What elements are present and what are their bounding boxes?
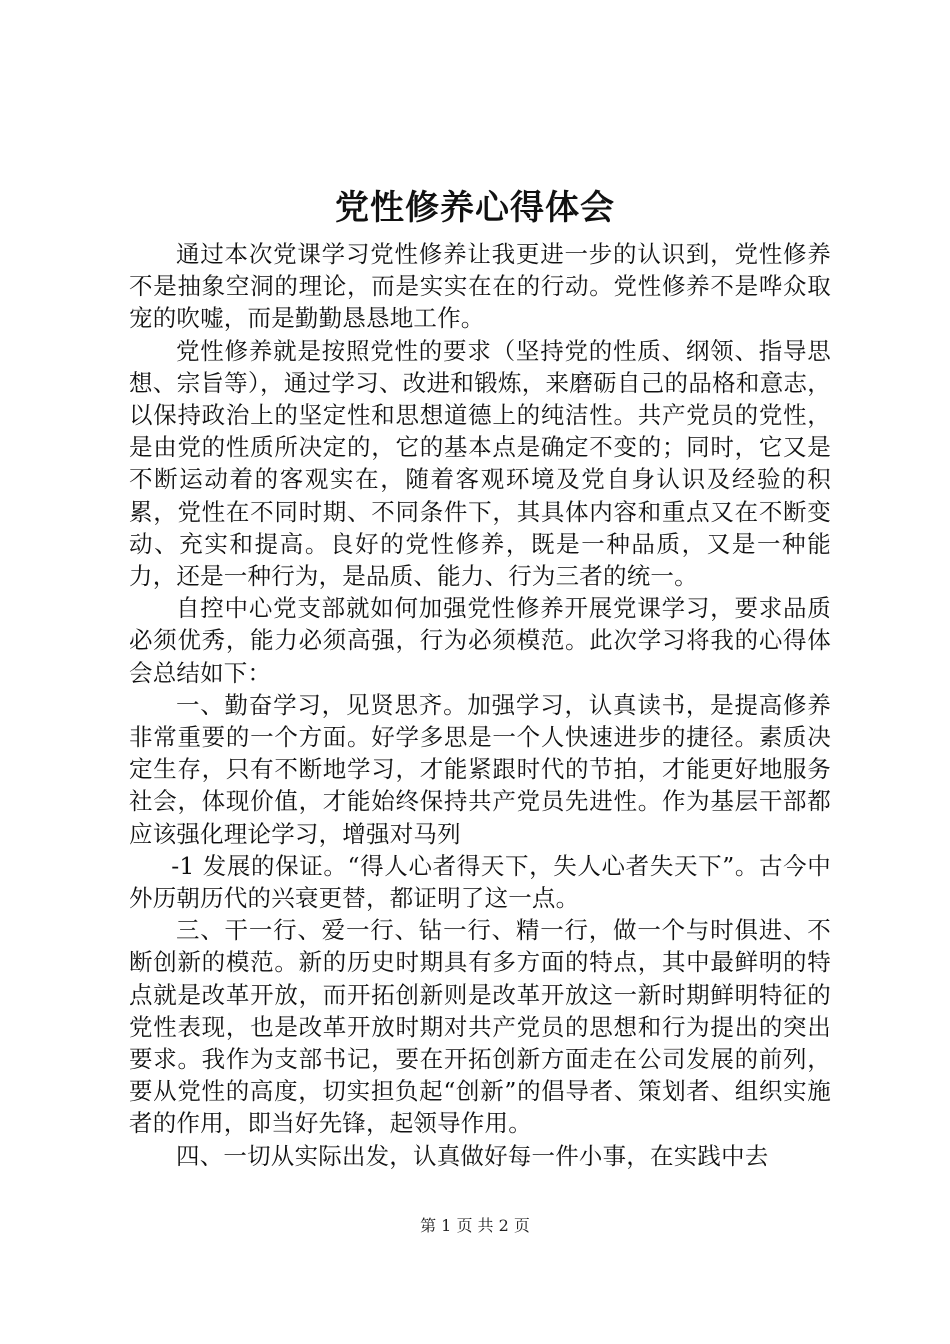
- paragraph-1: 通过本次党课学习党性修养让我更进一步的认识到，党性修养不是抽象空洞的理论，而是实实在在的行动。党性修养不是哗众取宠的吹嘘，而是勤勤恳恳地工作。: [129, 240, 831, 333]
- document-title: 党性修养心得体会: [335, 188, 615, 228]
- paragraph-2: 党性修养就是按照党性的要求（坚持党的性质、纲领、指导思想、宗旨等），通过学习、改进和锻炼，来磨砺自己的品格和意志，以保持政治上的坚定性和思想道德上的纯洁性。共产党员的党性，是由党的性质所决定的，它的基本点是确定不变的；同时，它又是不断运动着的客观实在，随着客观环境及党自身认识及经验的积累，党性在不同时期、不同条件下，其具体内容和重点又在不断变动、充实和提高。良好的党性修养，既是一种品质，又是一种能力，还是一种行为，是品质、能力、行为三者的统一。: [129, 336, 831, 591]
- paragraph-4: 一、勤奋学习，见贤思齐。加强学习，认真读书，是提高修养非常重要的一个方面。好学多思是一个人快速进步的捷径。素质决定生存，只有不断地学习，才能紧跟时代的节拍，才能更好地服务社会，体现价值，才能始终保持共产党员先进性。作为基层干部都应该强化理论学习，增强对马列: [129, 690, 831, 848]
- paragraph-6: 三、干一行、爱一行、钻一行、精一行，做一个与时俱进、不断创新的模范。新的历史时期具有多方面的特点，其中最鲜明的特点就是改革开放，而开拓创新则是改革开放这一新时期鲜明特征的党性表现，也是改革开放时期对共产党员的思想和行为提出的突出要求。我作为支部书记，要在开拓创新方面走在公司发展的前列，要从党性的高度，切实担负起“创新”的倡导者、策划者、组织实施者的作用，即当好先锋，起领导作用。: [129, 916, 831, 1138]
- paragraph-7: 四、一切从实际出发，认真做好每一件小事，在实践中去: [176, 1141, 769, 1170]
- page-footer: 第 1 页 共 2 页: [420, 1216, 530, 1235]
- document-body: [129, 238, 831, 1172]
- paragraph-3: 自控中心党支部就如何加强党性修养开展党课学习，要求品质必须优秀，能力必须高强，行为必须模范。此次学习将我的心得体会总结如下：: [129, 594, 831, 687]
- paragraph-5: -1 发展的保证。“得人心者得天下，失人心者失天下”。古今中外历朝历代的兴衰更替，都证明了这一点。: [129, 851, 831, 913]
